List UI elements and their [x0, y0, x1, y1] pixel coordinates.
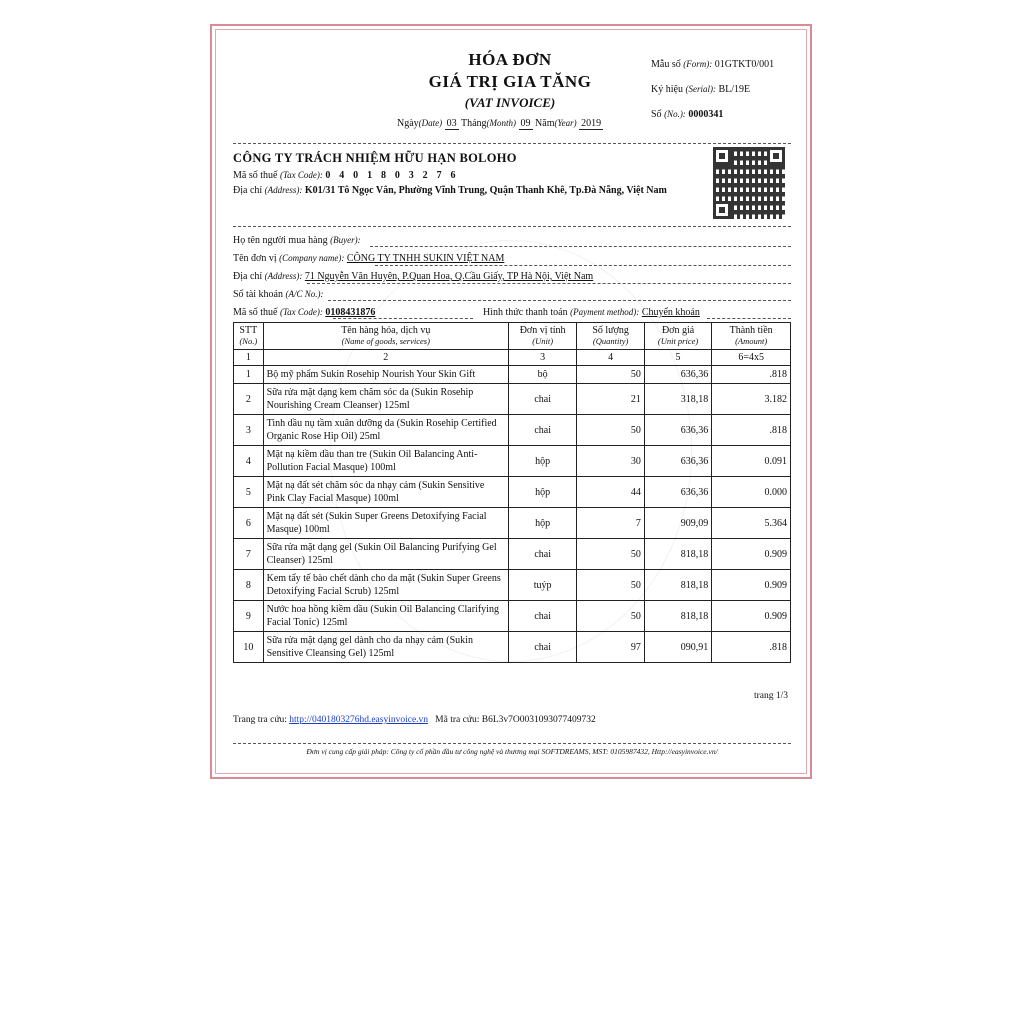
header-unit-price: Đơn giá (Unit price) [644, 323, 711, 350]
serial-number: Ký hiệu (Serial): BL/19E [651, 84, 751, 95]
buyer-address: 71 Nguyễn Văn Huyên, P.Quan Hoa, Q.Cầu Giấy, TP Hà Nội, Việt Nam [304, 271, 594, 282]
items-table [233, 322, 791, 663]
date-month: 09 [520, 118, 531, 129]
invoice-title-en: (VAT INVOICE) [464, 95, 556, 110]
divider [233, 143, 791, 144]
header-unit: Đơn vị tính (Unit) [508, 323, 576, 350]
lookup-link[interactable]: http://0401803276hd.easyinvoice.vn [289, 715, 429, 725]
buyer-tax-code: 0108431876 [325, 307, 376, 318]
qr-code [713, 147, 785, 219]
table-row: 8 Kem tẩy tế bào chết dành cho da mặt (Sukin Super Greens Detoxifying Facial Scrub) 125ml tuýp 50 818,18 0.909 [234, 570, 791, 601]
index-row: 1 2 3 4 5 6=4x5 [234, 350, 791, 366]
buyer-account-field: Số tài khoản (A/C No.): [233, 289, 324, 300]
invoice-date: Ngày(Date) 03 Tháng(Month) 09 Năm(Year) 2019 [397, 118, 602, 129]
seller-address: Địa chỉ (Address): K01/31 Tô Ngọc Vân, Phường Vĩnh Trung, Quận Thanh Khê, Tp.Đà Nẵng, Việt Nam [233, 185, 667, 196]
table-row: 10 Sữa rửa mặt dạng gel dành cho da nhạy cảm (Sukin Sensitive Cleansing Gel) 125ml chai 97 090,91 .818 [234, 632, 791, 663]
invoice-number: Số (No.): 0000341 [651, 109, 724, 120]
form-number: Mẫu số (Form): 01GTKT0/001 [651, 59, 775, 70]
header-no: STT (No.) [234, 323, 264, 350]
table-row: 4 Mặt nạ kiềm dầu than tre (Sukin Oil Balancing Anti-Pollution Facial Masque) 100ml hộp 30 636,36 0.091 [234, 446, 791, 477]
header-name: Tên hàng hóa, dịch vụ (Name of goods, services) [263, 323, 508, 350]
buyer-name-field: Họ tên người mua hàng (Buyer): [233, 235, 361, 246]
seller-tax-code: Mã số thuế (Tax Code): 0 4 0 1 8 0 3 2 7 6 [233, 170, 459, 181]
page-number: trang 1/3 [754, 691, 789, 701]
buyer-tax-field: Mã số thuế (Tax Code): 0108431876 [233, 307, 376, 318]
lookup-line: Trang tra cứu: http://0401803276hd.easyinvoice.vn Mã tra cứu: B6L3v7O0031093077409732 [233, 715, 596, 725]
divider [233, 226, 791, 227]
divider [233, 743, 791, 744]
date-year: 2019 [581, 118, 602, 129]
table-row: 9 Nước hoa hồng kiềm dầu (Sukin Oil Balancing Clarifying Facial Tonic) 125ml chai 50 818,18 0.909 [234, 601, 791, 632]
table-row: 3 Tinh dầu nụ tầm xuân dưỡng da (Sukin Rosehip Certified Organic Rose Hip Oil) 25ml chai 50 636,36 .818 [234, 415, 791, 446]
table-row: 6 Mặt nạ đất sét (Sukin Super Greens Detoxifying Facial Masque) 100ml hộp 7 909,09 5.364 [234, 508, 791, 539]
header-quantity: Số lượng (Quantity) [577, 323, 644, 350]
provider-note: Đơn vị cung cấp giải pháp: Công ty cổ phần đầu tư công nghệ và thương mại SOFTDREAMS, MST: 0105987432, Http://easyinvoice.vn/ [306, 747, 718, 756]
seller-name: CÔNG TY TRÁCH NHIỆM HỮU HẠN BOLOHO [233, 151, 517, 165]
date-day: 03 [446, 118, 457, 129]
table-row: 7 Sữa rửa mặt dạng gel (Sukin Oil Balancing Purifying Gel Cleanser) 125ml chai 50 818,18 0.909 [234, 539, 791, 570]
header-amount: Thành tiền (Amount) [712, 323, 791, 350]
payment-method: Chuyển khoản [641, 307, 700, 318]
buyer-company: CÔNG TY TNHH SUKIN VIỆT NAM [346, 253, 505, 264]
table-row: 2 Sữa rửa mặt dạng kem chăm sóc da (Sukin Rosehip Nourishing Cream Cleanser) 125ml chai 21 318,18 3.182 [234, 384, 791, 415]
invoice-subtitle: GIÁ TRỊ GIA TĂNG [428, 72, 592, 91]
buyer-company-field: Tên đơn vị (Company name): CÔNG TY TNHH SUKIN VIỆT NAM [233, 253, 505, 264]
payment-method-field: Hình thức thanh toán (Payment method): Chuyển khoản [483, 307, 700, 318]
table-header-row [234, 323, 791, 350]
invoice-title: HÓA ĐƠN [468, 50, 552, 69]
lookup-code: B6L3v7O0031093077409732 [481, 715, 596, 725]
table-row: 5 Mặt nạ đất sét chăm sóc da nhạy cảm (Sukin Sensitive Pink Clay Facial Masque) 100ml hộp 44 636,36 0.000 [234, 477, 791, 508]
table-row: 1 Bộ mỹ phẩm Sukin Rosehip Nourish Your Skin Gift bộ 50 636,36 .818 [234, 366, 791, 384]
buyer-address-field: Địa chỉ (Address): 71 Nguyễn Văn Huyên, P.Quan Hoa, Q.Cầu Giấy, TP Hà Nội, Việt Nam [233, 271, 594, 282]
